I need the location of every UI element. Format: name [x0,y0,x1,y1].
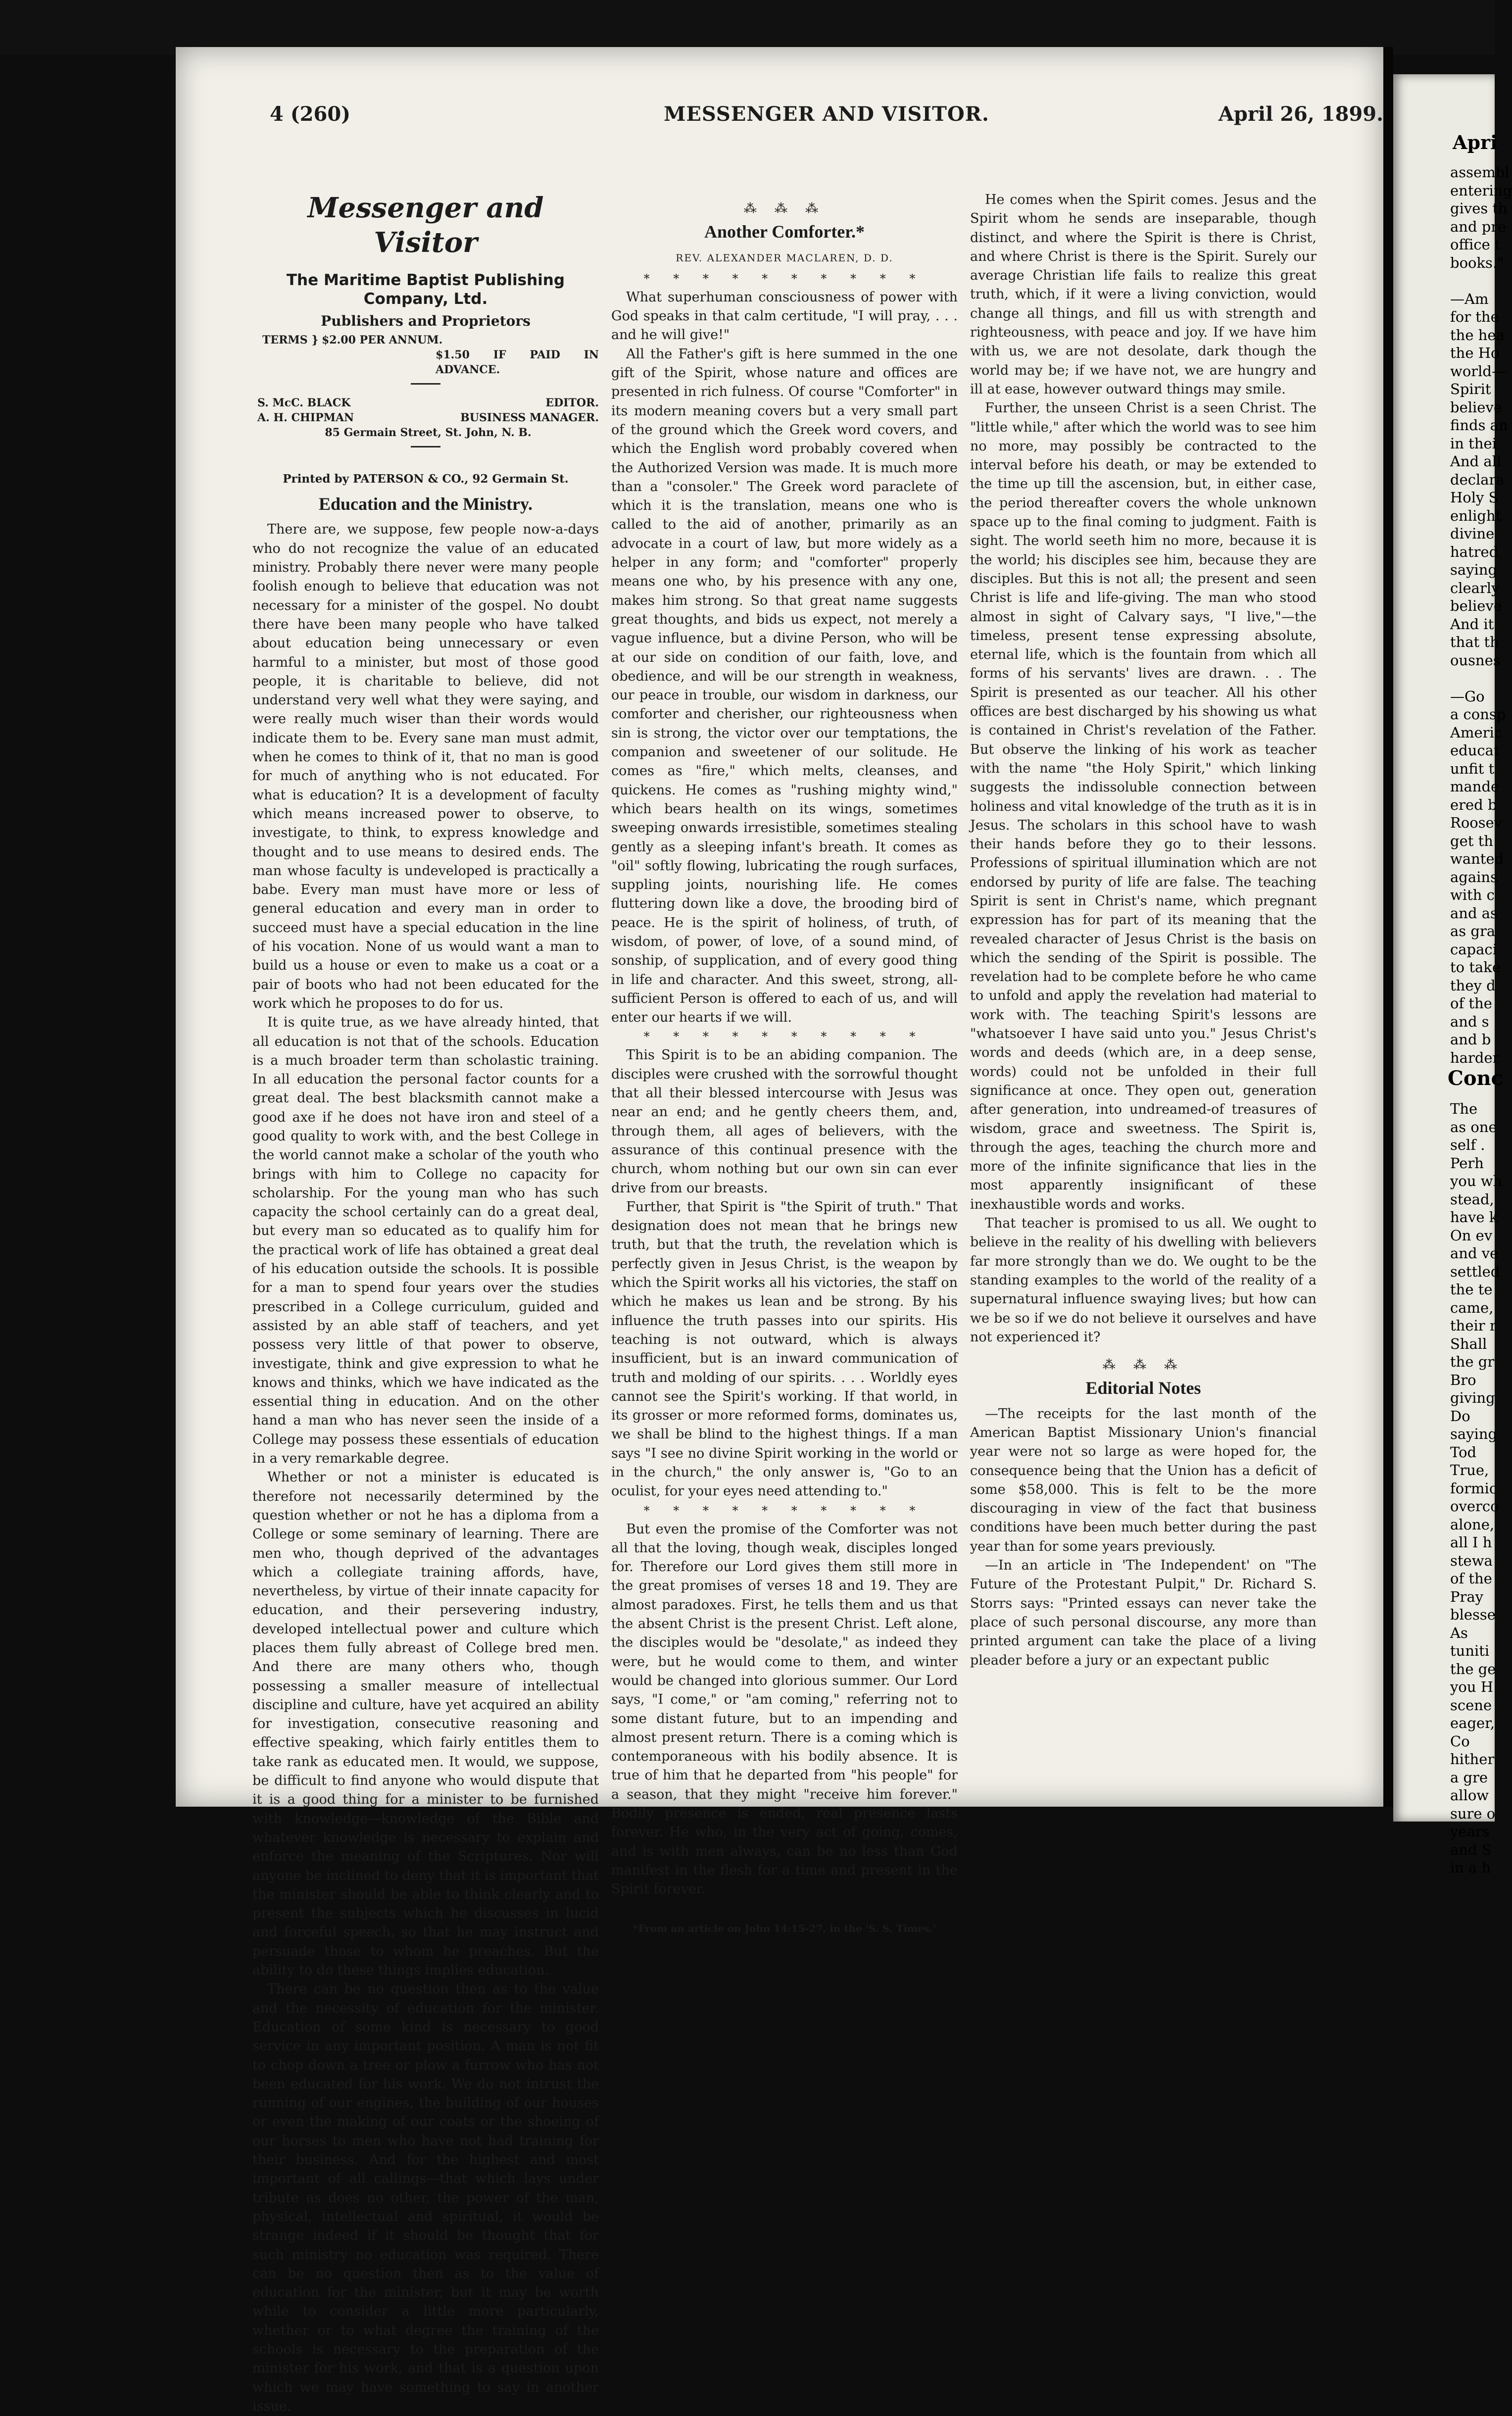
adjacent-page-line: Americ [1450,724,1502,741]
article-paragraph: —The receipts for the last month of the American Baptist Missionary Union's financial year were not so large as were hoped for, the consequence being that the Union has a deficit of some $58,000. This is felt to be the more discouraging in view of the fact that business conditions have been much better during the past year than for some years previously. [970,1406,1317,1554]
adjacent-page-line: blesse [1450,1606,1496,1623]
adjacent-page-line: As [1450,1624,1468,1641]
adjacent-page-line: a gre [1450,1769,1488,1786]
adjacent-page-line: entering [1450,182,1512,199]
adjacent-page-line: Co [1450,1732,1470,1750]
column-3 [970,191,1317,1670]
adjacent-page-line: stewa [1450,1552,1493,1569]
adjacent-page-line: educat [1450,742,1500,759]
article-paragraph: He comes when the Spirit comes. Jesus and the Spirit whom he sends are inseparable, though distinct, and where the Spirit is there is Christ, and where Christ is there is the Spirit. Surely our average Christian life fails to realize this great truth, which, if it were a living conviction, would change all things, and fill us with strength and righteousness, with peace and joy. If we have him with us, we are not desolate, dark though the world may be; if we have not, we are hungry and ill at ease, however outward things may smile. [970,192,1317,397]
adjacent-page-line: gives th [1450,200,1508,217]
adjacent-page-line: agains [1450,868,1498,886]
adjacent-page-line: and pre [1450,218,1507,235]
adjacent-page-line: in thei [1450,435,1497,452]
publication-title: Messenger and Visitor [307,192,544,259]
adjacent-page-line: they d [1450,977,1496,994]
page-gutter [1383,47,1393,1807]
adjacent-page-line: the hea [1450,326,1505,344]
adjacent-page-line: And all [1450,453,1502,470]
adjacent-page-line: And it [1450,615,1494,633]
issue-date: April 26, 1899. [1218,102,1383,126]
adjacent-page-line: ousnes [1450,651,1501,669]
article-paragraph: Further, that Spirit is "the Spirit of truth." That designation does not mean that he brings new truth, but that the truth, the revelation which is perfectly given in Jesus Christ, is the weapon by which the Spirit works all his victories, the staff on which he makes us lean and be strong. By his influence the truth passes into our spirits. His teaching is not outward, which is always insufficient, but is an inward communication of truth and molding of our spirits. . . . Worldly eyes cannot see the Spirit's working. If that world, in its grosser or more reformed forms, dominates us, we shall be blind to the highest things. If a man says "I see no divine Spirit working in the world or in the church," the only answer is, "Go to an oculist, for your eyes need attending to." [611,1199,958,1499]
adjacent-page-line: and as [1450,904,1498,922]
adjacent-page-line: saying [1450,1426,1498,1442]
adjacent-page-line: the gr [1450,1353,1495,1370]
staff-list [257,395,599,440]
divider [411,383,440,385]
publisher-role: Publishers and Proprietors [321,312,531,329]
adjacent-page-line: saying [1450,561,1498,578]
column-2 [611,191,958,1938]
adjacent-page-line: as one [1450,1118,1497,1135]
editor-role: EDITOR. [545,396,599,409]
article-paragraph: It is quite true, as we have already hinted, that all education is not that of the schools. Education is a much broader term than scholastic training. In all education the personal factor counts for a great deal. The best blacksmith cannot make a good axe if he does not have iron and steel of a good quality to work with, and the best College in the world cannot make a scholar of the youth who brings with him to College no capacity for scholarship. For the young man who has such capacity the school certainly can do a great deal, but every man so educated as to qualify him for the practical work of life has obtained a great deal of his education outside the schools. It is possible for a man to spend four years over the studies prescribed in a College curriculum, guided and assisted by an able staff of teachers, and yet possess very little of that power to observe, investigate, think and give expression to what he knows and thinks, which we have indicated as the essential thing in education. And on the other hand a man who has never seen the inside of a College may possess these essentials of education in a very remarkable degree. [252,1015,599,1467]
adjacent-page-line: Shall [1450,1335,1487,1352]
printer-line: Printed by PATERSON & CO., 92 Germain St. [283,472,569,486]
adjacent-page-line: harder [1450,1049,1500,1066]
adjacent-page-line: you wh [1450,1173,1503,1189]
adjacent-page-line: alone, [1450,1516,1495,1533]
adjacent-page-line: finds an [1450,417,1508,434]
adjacent-page-line: of the [1450,1570,1492,1587]
adjacent-page-line: you H [1450,1678,1494,1695]
adjacent-page-line: a consp [1450,706,1506,723]
adjacent-page-lines [1450,1100,1503,1877]
article-paragraph: Further, the unseen Christ is a seen Christ. The "little while," after which the world was to see him no more, may possibly be contracted to the interval before his death, or may be extended to the time up till the ascension, but, in either case, the period thereafter covers the whole unknown space up to the final coming to judgment. Faith is sight. The world seeth him no more, because it is the world; his disciples see him, because they are disciples. But this is not all; the present and seen Christ is life and life-giving. The man who stood almost in sight of Calvary says, "I live,"—the timeless, present tense expressing absolute, eternal life, which is the fountain from which all forms of his servants' lives are drawn. . . The Spirit is presented as our teacher. All his other offices are best discharged by his showing us what is contained in Christ's revelation of the Father. But observe the linking of his work as teacher with the name "the Holy Spirit," which linking suggests the indissoluble connection between holiness and vital knowledge of the truth as it is in Jesus. The scholars in this school have to wash their hands before they go to their lessons. Professions of spiritual illumination which are not endorsed by purity of life are false. The teaching Spirit is sent in Christ's name, which pregnant expression has for part of its meaning that the revealed character of Jesus Christ is the basis on which the sending of the Spirit is possible. The revelation had to be complete before he who came to unfold and apply the revelation had material to work with. The teaching Spirit's lessons are "whatsoever I have said unto you." Jesus Christ's words and deeds (which are, in a deep sense, words) could not be unfolded in their full significance at once. They open out, generation after generation, into undreamed-of treasures of wisdom, grace and sweetness. The Spirit is, through the ages, teaching the church more and more of the infinite significance that lies in the most apparently insignificant of these inexhaustible words and works. [970,400,1317,1212]
adjacent-page-line: hatred [1450,543,1499,560]
terms-advance: $1.50 IF PAID IN ADVANCE. [436,348,599,376]
star-divider: * * * * * * * * * * [643,271,926,286]
adjacent-page-line: the ge [1450,1660,1496,1677]
adjacent-page-line: divine [1450,525,1495,542]
terms-label: TERMS } [262,333,319,346]
adjacent-page-fragment [1393,74,1512,1876]
adjacent-page-line: overco [1450,1498,1499,1515]
article-heading-education: Education and the Ministry. [318,494,533,514]
adjacent-page-line: stead, [1450,1190,1494,1208]
adjacent-page-line: assembl [1450,164,1510,181]
adjacent-page-line: and b [1450,1031,1491,1048]
adjacent-page-line: Tod [1450,1443,1477,1461]
adjacent-page-line: Holy S [1450,489,1499,506]
adjacent-page-line: to take [1450,959,1501,976]
manager-name: A. H. CHIPMAN [257,411,354,424]
adjacent-page-line: On ev [1450,1227,1493,1244]
terms-price: $2.00 PER ANNUM. [322,333,443,346]
adjacent-page-line: as gra [1450,923,1496,939]
article-paragraph: But even the promise of the Comforter was not all that the loving, though weak, disciples longed for. Therefore our Lord gives them still more in the great promises of verses 18 and 19. They are almost paradoxes. First, he tells them and us that the absent Christ is the present Christ. Left alone, the disciples would be "desolate," as indeed they were, but he would come to them, and winter would be changed into glorious summer. Our Lord says, "I come," or "am coming," referring not to some distant future, but to an impending and almost present return. There is a coming which is contemporaneous with his bodily absence. It is true of him that he departed from "his people" for a season, that they might "receive him forever." Bodily presence is ended, real presence lasts forever. He who, in the very act of going, comes, and is with men always, can be no less than God manifest in the flesh for a time and present in the Spirit forever. [611,1521,958,1897]
adjacent-page-lines [1450,163,1512,1067]
adjacent-page-line: tuniti [1450,1642,1490,1659]
adjacent-page-line: wanted [1450,850,1504,867]
adjacent-page-line: their r [1450,1317,1497,1334]
newspaper-page [176,47,1383,2414]
adjacent-page-line: Do [1450,1407,1470,1425]
adjacent-page-line: all I h [1450,1534,1492,1551]
adjacent-page-line: clearly [1450,579,1500,596]
adjacent-page-line: believe [1450,398,1502,416]
article-paragraph: There can be no question then as to the value and the necessity of education for the minister. Education of some kind is necessary to good service in any important position. A man is not fit to chop down a tree or plow a furrow who has not been educated for his work. We do not intrust the running of our engines, the building of our houses or even the making of our coats or the shoeing of our horses to men who have not had training for their business. And for the highest and most important of all callings—that which lays under tribute as does no other, the power of the man, physical, intellectual and spiritual, it would be strange indeed if it should be thought that for such ministry no education was required. There can be no question then as to the value of education for the minister, but it may be worth while to consider a little more particularly, whether or to what degree the training of the schools is necessary to the preparation of the minister for his work, and that is a question upon which we may have something to say in another issue. [252,1981,599,2414]
adjacent-page-subhead: Conc [1448,1067,1503,1090]
adjacent-page-line: declara [1450,471,1505,488]
adjacent-page-header: Apri [1453,131,1498,153]
star-divider: * * * * * * * * * * [643,1030,926,1044]
manager-role: BUSINESS MANAGER. [460,411,599,424]
article-footnote: *From an article on John 14:15-27, in the 'S. S. Times.' [633,1922,936,1934]
article-paragraph: There are, we suppose, few people now-a-days who do not recognize the value of an educated ministry. Probably there never were many people foolish enough to believe that education was not necessary for a minister of the gospel. No doubt there have been many people who have talked about education being unnecessary or even harmful to a minister, but most of those good people, it is charitable to believe, did not understand very well what they were saying, and were really much wiser than their words would indicate them to be. Every sane man must admit, when he comes to think of it, that no man is good for much of anything who is not educated. For what is education? It is a development of faculty which means increased power to observe, to investigate, to think, to express knowledge and thought and to use means to desired ends. The man whose faculty is undeveloped is practically a babe. Every man must have more or less of general education and every man in order to succeed must have a special education in the line of his vocation. None of us would want a man to build us a house or even to make us a coat or a pair of boots who had not been educated for the work which he proposes to do for us. [252,522,599,1011]
adjacent-page-line: —Am [1450,290,1489,307]
adjacent-page-line: The [1450,1100,1478,1117]
column-1 [252,191,599,2416]
adjacent-page-line: eager, [1450,1715,1495,1731]
adjacent-page-line: mande [1450,778,1500,795]
adjacent-page-line: allow [1450,1787,1489,1804]
adjacent-page-line: and s [1450,1013,1489,1030]
page-number: 4 (260) [270,102,351,126]
article-paragraph: That teacher is promised to us all. We ought to believe in the reality of his dwelling with believers far more strongly than we do. We ought to be the standing examples to the world of the reality of a supernatural influence swaying lives; but how can we be so if we do not believe it ourselves and have not experienced it? [970,1216,1317,1345]
publisher-company: The Maritime Baptist Publishing Company, Ltd. [286,271,565,308]
adjacent-page-line: for the [1450,308,1499,325]
office-address: 85 Germain Street, St. John, N. B. [325,426,532,439]
article-heading-editorial: Editorial Notes [1085,1378,1201,1398]
section-ornament: ⁂ ⁂ ⁂ [743,201,826,216]
adjacent-page-line: of the [1450,995,1492,1012]
adjacent-page-line: Pray [1450,1588,1484,1605]
subscription-terms [262,333,599,377]
article-paragraph: This Spirit is to be an abiding companion. The disciples were crushed with the sorrowful thought that all their blessed intercourse with Jesus was near an end; and he gently cheers them, and, through them, all ages of believers, with the assurance of this continual presence with the church, whom nothing but our own sin can ever drive from our breasts. [611,1047,958,1196]
adjacent-page-line: get th [1450,832,1493,849]
adjacent-page-line: hither [1450,1751,1495,1768]
article-paragraph: All the Father's gift is here summed in the one gift of the Spirit, whose nature and offices are presented in rich fulness. Of course "Comforter" in its modern meaning covers but a very small part of the ground which the Greek word covers, and which the English word probably covered when the Authorized Version was made. It is much more than a "consoler." The Greek word paraclete of which it is the translation, means one who is called to the aid of another, primarily as an advocate in a court of law, but more widely as a helper in any form; and "comforter" properly means one who, by his presence with any one, makes him strong. So that great name suggests great thoughts, and bids us expect, not merely a vague influence, but a divine Person, who will be at our side on condition of our faith, love, and obedience, and will be our strength in weakness, our peace in trouble, our wisdom in darkness, our comforter and cherisher, our righteousness when sin is strong, the victor over our temptations, the companion and sweetener of our solitude. He comes as "fire," which melts, cleanses, and quickens. He comes as "rushing mighty wind," which bears health on its wings, sometimes sweeping onwards irresistible, sometimes stealing gently as a sleeping infant's breath. It comes as "oil" softly flowing, lubricating the rough surfaces, suppling joints, nourishing life. He comes fluttering down like a dove, the brooding bird of peace. He is the spirit of holiness, of truth, of wisdom, of power, of love, of a sound mind, of sonship, of supplication, and of every good thing in life and character. And this sweet, strong, all-sufficient Person is offered to each of us, and will enter our hearts if we will. [611,346,958,1026]
adjacent-page-line: with c [1450,887,1495,903]
adjacent-page-line: books." [1450,254,1504,271]
adjacent-page-line: office t [1450,236,1501,253]
article-paragraph: Whether or not a minister is educated is therefore not necessarily determined by the question whether or not he has a diploma from a College or some seminary of learning. There are men who, though deprived of the advantages which a collegiate training affords, have, nevertheless, by virtue of their innate capacity for education, and their persevering industry, developed intellectual power and culture which places them fully abreast of College bred men. And there are many others who, though possessing a smaller measure of intellectual discipline and culture, have yet acquired an ability for investigation, consecutive reasoning and effective speaking, which fairly entitles them to take rank as educated men. It would, we suppose, be difficult to find anyone who would dispute that it is a good thing for a minister to be furnished with knowledge—knowledge of the Bible and whatever knowledge is necessary to explain and enforce the meaning of the Scriptures. Nor will anyone be inclined to deny that it is important that the minister should be able to think clearly and to present the subjects which he discusses in lucid and forceful speech, so that he may instruct and persuade those to whom he preaches. But the ability to do these things implies education. [252,1470,599,1978]
adjacent-page-line: —Go [1450,688,1485,705]
scan-border [0,0,1495,54]
adjacent-page-line: True, [1450,1462,1489,1479]
adjacent-page-line: giving [1450,1389,1495,1406]
adjacent-page-line: the te [1450,1281,1493,1298]
adjacent-page-line: Perh [1450,1154,1484,1172]
adjacent-page-line: in a h [1450,1859,1491,1876]
adjacent-page-line: Roosev [1450,814,1503,831]
adjacent-page-line [1450,272,1495,290]
adjacent-page-line: capaci [1450,940,1497,958]
adjacent-page-line: Spirit [1450,381,1491,397]
adjacent-page-line: unfit t [1450,760,1495,777]
adjacent-page-line: world— [1450,362,1506,380]
star-divider: * * * * * * * * * * [643,1503,926,1518]
adjacent-page-line: believe [1450,597,1502,614]
editor-name: S. McC. BLACK [257,396,351,409]
adjacent-page-line: came, [1450,1299,1494,1316]
adjacent-page-line: self . [1450,1136,1485,1153]
section-ornament: ⁂ ⁂ ⁂ [1102,1358,1184,1373]
article-paragraph: —In an article in 'The Independent' on "The Future of the Protestant Pulpit," Dr. Richard S. Storrs says: "Printed essays can never take the place of such personal discourse, any more than printed argument can take the place of a living pleader before a jury or an expectant public [970,1558,1317,1668]
adjacent-page-line: the Ho [1450,345,1500,361]
article-paragraph: What superhuman consciousness of power with God speaks in that calm certitude, "I will pray, . . . and he will give!" [611,289,958,343]
masthead [270,102,1383,127]
adjacent-page-line: and S [1450,1841,1492,1858]
adjacent-page-line: and ve [1450,1245,1499,1262]
adjacent-page-line: formic [1450,1479,1498,1497]
adjacent-page-line: settled [1450,1263,1500,1280]
adjacent-page-line: Bro [1450,1371,1476,1388]
adjacent-page-line: have k [1450,1209,1498,1226]
adjacent-page-line: sure o [1450,1805,1496,1822]
divider [411,446,440,447]
adjacent-page-line: enlight [1450,507,1502,524]
adjacent-page-line: years [1450,1823,1490,1840]
adjacent-page-line: ered b [1450,796,1497,813]
article-heading-comforter: Another Comforter.* [704,222,865,242]
paper-name: MESSENGER AND VISITOR. [664,102,989,126]
adjacent-page-line: scene [1450,1696,1492,1714]
adjacent-page-line: that th [1450,634,1499,650]
article-byline: REV. ALEXANDER MACLAREN, D. D. [676,251,893,264]
adjacent-page-line [1450,669,1495,688]
